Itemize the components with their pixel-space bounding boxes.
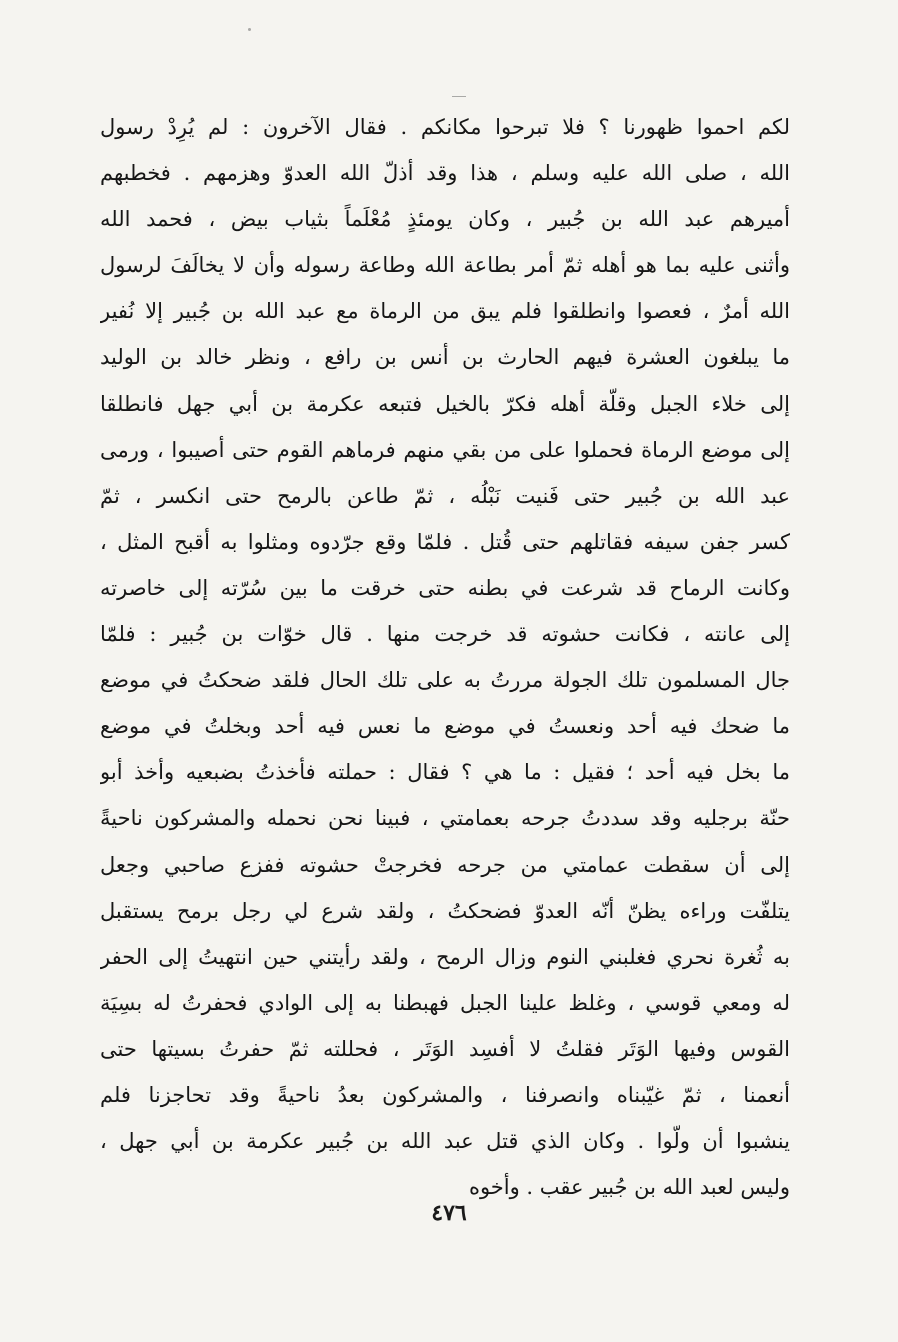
- text-line: ما بخل فيه أحد ؛ فقيل : ما هي ؟ فقال : حملته فأخذتُ بضبعيه وأخذ أبو: [100, 760, 790, 785]
- text-line: به ثُغرة نحري فغلبني النوم وزال الرمح ، ولقد رأيتني حين انتهيتُ إلى الحفر: [100, 944, 790, 969]
- text-line: إلى أن سقطت عمامتي من جرحه فخرجتْ حشوته ففزع صاحبي وجعل: [100, 852, 790, 877]
- text-line: إلى عانته ، فكانت حشوته قد خرجت منها . قال خوّات بن جُبير : فلمّا: [100, 622, 790, 647]
- text-line-last: وليس لعبد الله بن جُبير عقب . وأخوه: [468, 1175, 790, 1200]
- body-text: [100, 104, 790, 1210]
- text-line: له ومعي قوسي ، وغلظ علينا الجبل فهبطنا به إلى الوادي فحفرتُ له بسِيَة: [100, 990, 790, 1015]
- text-line: وكانت الرماح قد شرعت في بطنه حتى خرقت ما بين سُرّته إلى خاصرته: [100, 575, 790, 600]
- text-line: يتلفّت وراءه يظنّ أنّه العدوّ فضحكتُ ، ولقد شرع لي رجل برمح يستقبل: [100, 898, 790, 923]
- text-line: ما ضحك فيه أحد ونعستُ في موضع ما نعس فيه أحد وبخلتُ في موضع: [100, 714, 790, 739]
- text-line: لكم احموا ظهورنا ؟ فلا تبرحوا مكانكم . فقال الآخرون : لم يُرِدْ رسول: [100, 115, 790, 139]
- text-line: أنعمنا ، ثمّ غيّبناه وانصرفنا ، والمشركون بعدُ ناحيةً وقد تحاجزنا فلم: [100, 1082, 790, 1107]
- text-line: إلى موضع الرماة فحملوا على من بقي منهم فرماهم القوم حتى أصيبوا ، ورمى: [100, 437, 790, 462]
- text-line: وأثنى عليه بما هو أهله ثمّ أمر بطاعة الله وطاعة رسوله وأن لا يخالَفَ لرسول: [100, 253, 790, 278]
- text-line: الله ، صلى الله عليه وسلم ، هذا وقد أذلّ الله العدوّ وهزمهم . فخطبهم: [100, 161, 790, 186]
- scan-speck: [248, 28, 251, 31]
- text-line: الله أمرٌ ، فعصوا وانطلقوا فلم يبق من الرماة مع عبد الله بن جُبير إلا نُفير: [100, 299, 790, 324]
- text-line: عبد الله بن جُبير حتى فَنيت نَبْلُه ، ثمّ طاعن بالرمح حتى انكسر ، ثمّ: [100, 483, 790, 508]
- page-number: ٤٧٦: [431, 1200, 467, 1226]
- text-line: القوس وفيها الوَتَر فقلتُ لا أفسِد الوَتَر ، فحللته ثمّ حفرتُ بسيتها حتى: [100, 1036, 790, 1061]
- text-line: إلى خلاء الجبل وقلّة أهله فكرّ بالخيل فتبعه عكرمة بن أبي جهل فانطلقا: [100, 391, 790, 416]
- text-line: ينشبوا أن ولّوا . وكان الذي قتل عبد الله بن جُبير عكرمة بن أبي جهل ،: [100, 1129, 790, 1154]
- text-line: كسر جفن سيفه فقاتلهم حتى قُتل . فلمّا وقع جرّدوه ومثلوا به أقبح المثل ،: [100, 529, 790, 554]
- scan-mark: [452, 96, 466, 97]
- text-line: أميرهم عبد الله بن جُبير ، وكان يومئذٍ مُعْلَماً بثياب بيض ، فحمد الله: [100, 207, 790, 232]
- text-line: ما يبلغون العشرة فيهم الحارث بن أنس بن رافع ، ونظر خالد بن الوليد: [100, 345, 790, 370]
- text-line: جال المسلمون تلك الجولة مررتُ به على تلك الحال فلقد ضحكتُ في موضع: [100, 668, 790, 693]
- text-line: حنّة برجليه وقد سددتُ جرحه بعمامتي ، فبينا نحن نحمله والمشركون ناحيةً: [100, 806, 790, 831]
